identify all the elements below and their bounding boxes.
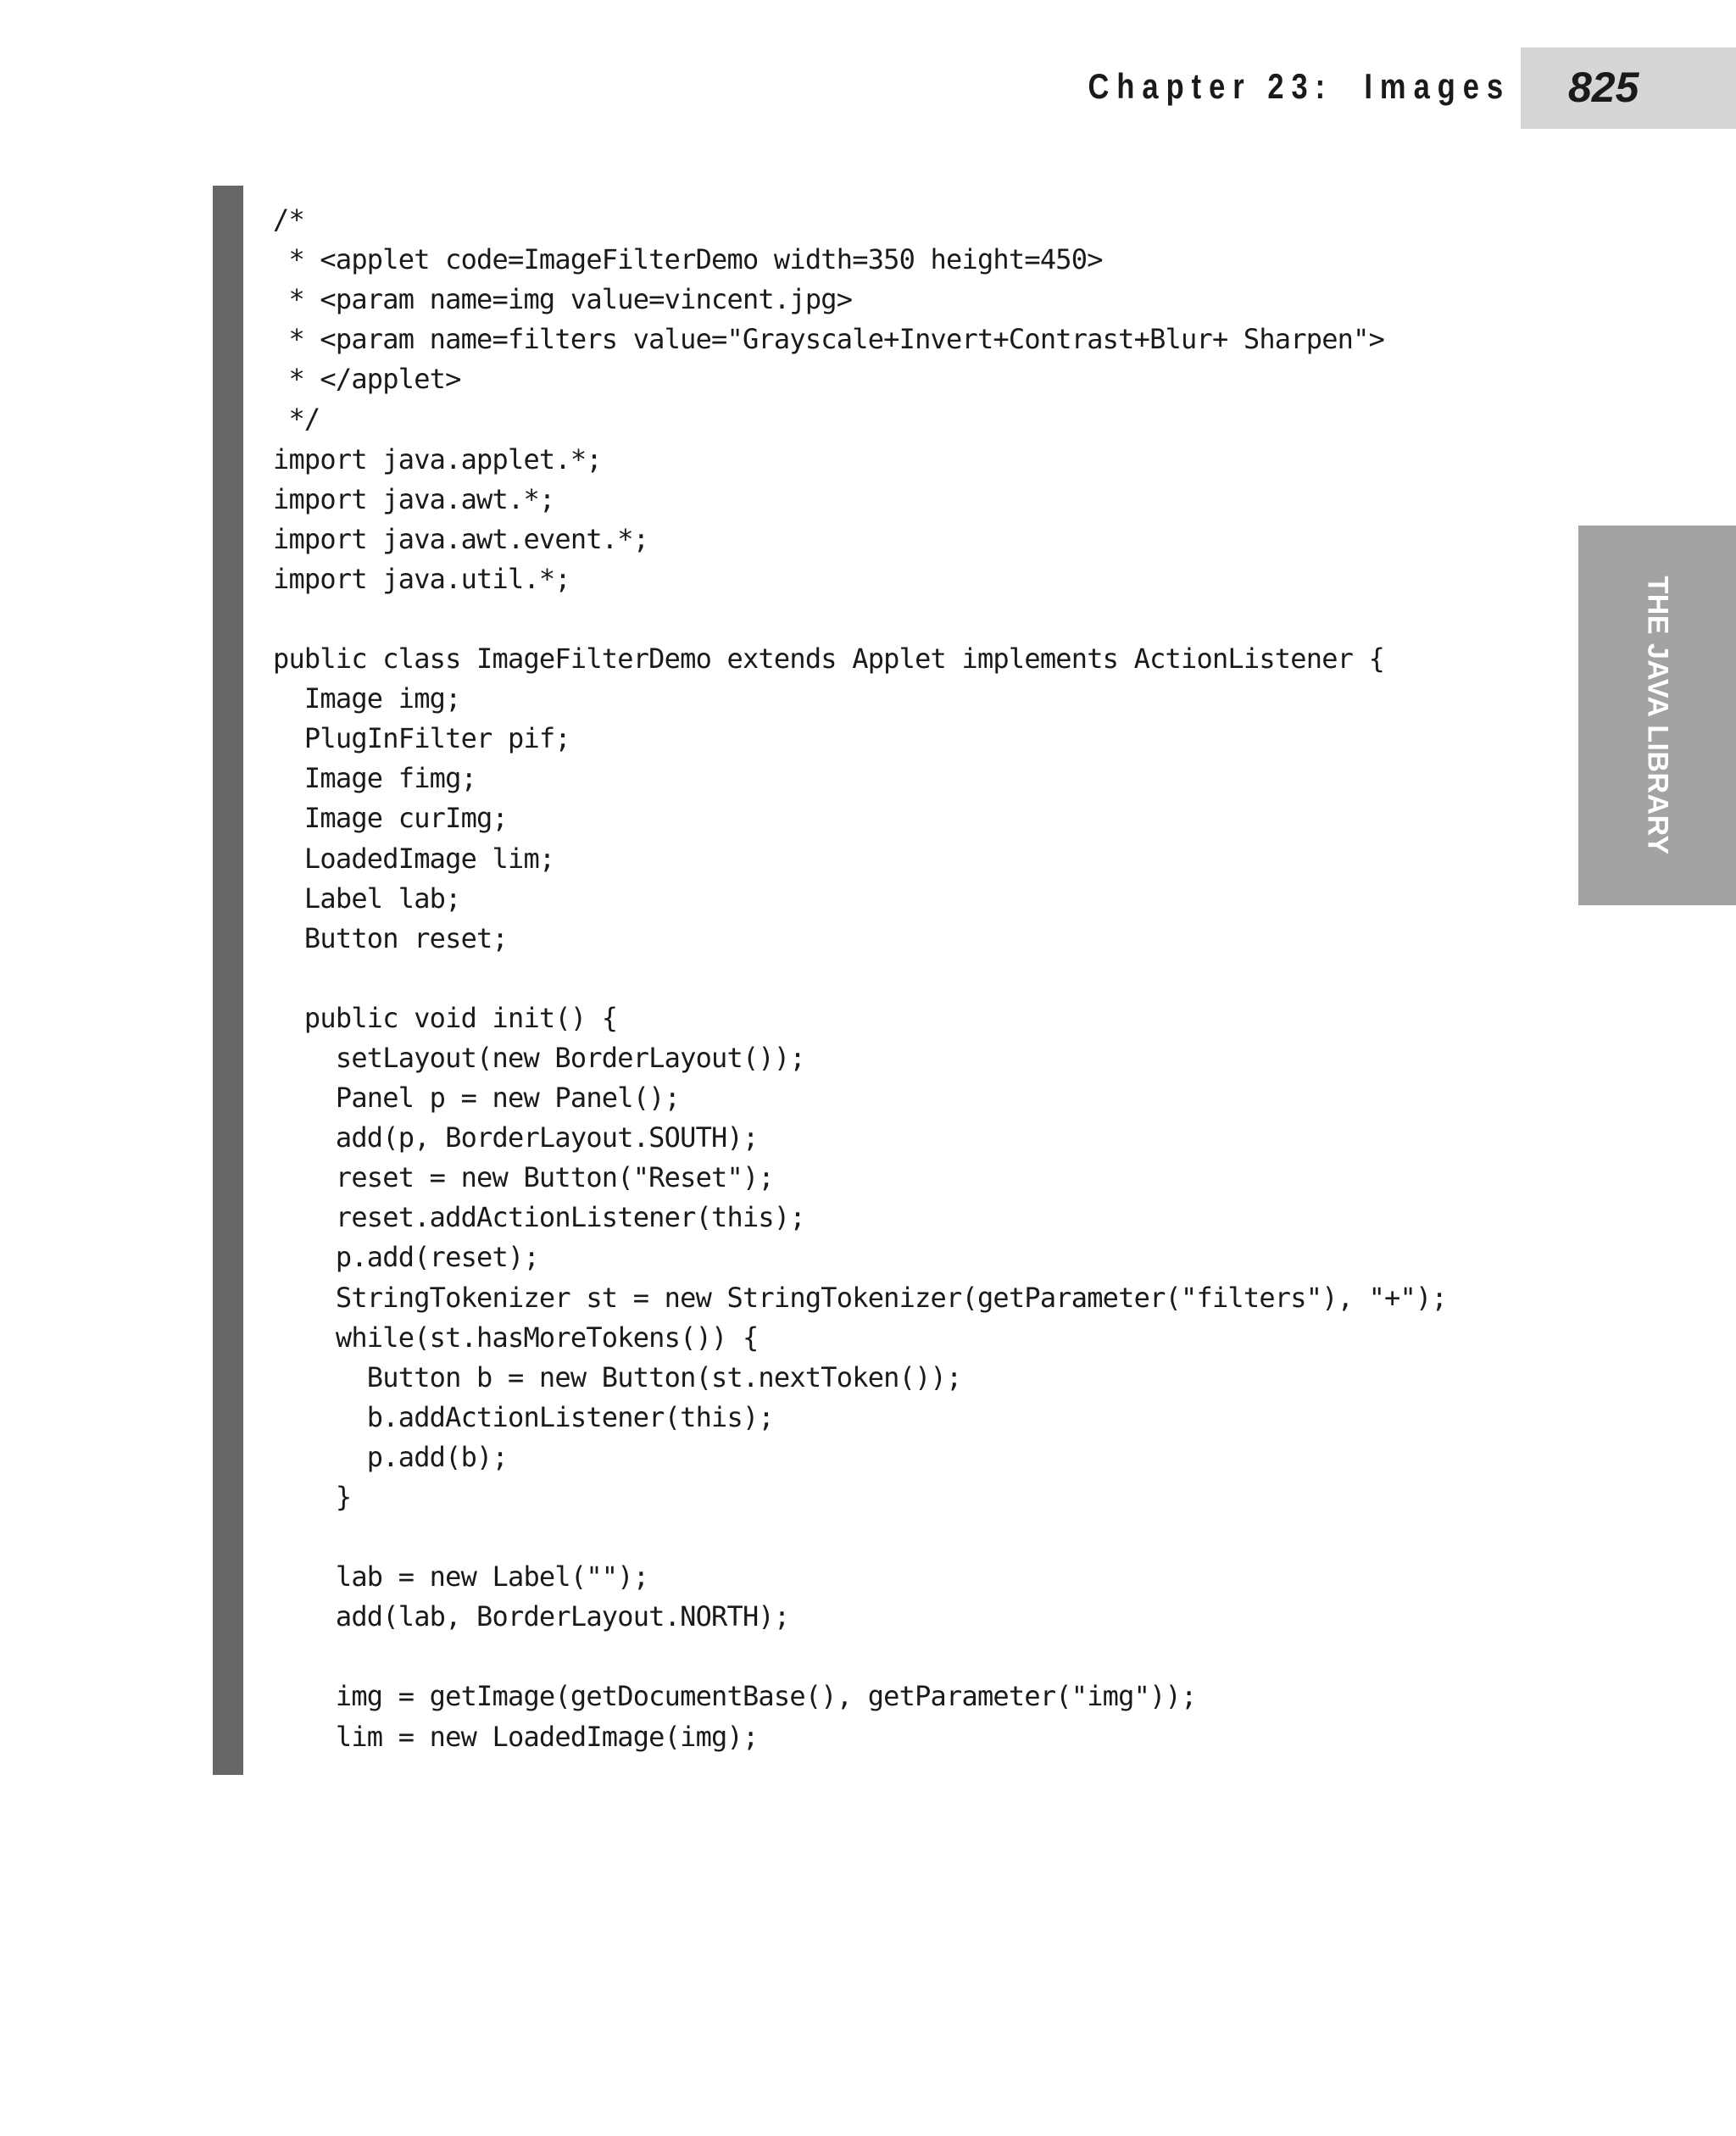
code-line: * <applet code=ImageFilterDemo width=350 height=450> <box>273 243 1103 276</box>
code-line: PlugInFilter pif; <box>273 722 570 755</box>
code-line: import java.awt.event.*; <box>273 522 649 555</box>
page-number-box <box>1521 47 1736 129</box>
section-tab-label: THE JAVA LIBRARY <box>1641 576 1674 855</box>
code-line: Image curImg; <box>273 802 508 835</box>
code-line: lim = new LoadedImage(img); <box>273 1720 759 1753</box>
code-listing-bar <box>213 186 243 1775</box>
code-listing <box>273 200 1447 1757</box>
code-line: /* <box>273 203 304 236</box>
code-line: b.addActionListener(this); <box>273 1400 774 1433</box>
code-line: Button reset; <box>273 921 508 954</box>
code-line: * <param name=filters value="Grayscale+Invert+Contrast+Blur+ Sharpen"> <box>273 323 1385 356</box>
code-line: Image img; <box>273 682 461 715</box>
code-line: * <param name=img value=vincent.jpg> <box>273 283 853 316</box>
code-line: reset = new Button("Reset"); <box>273 1161 774 1194</box>
running-head <box>0 47 1736 129</box>
code-line: img = getImage(getDocumentBase(), getParameter("img")); <box>273 1680 1197 1713</box>
code-line: public class ImageFilterDemo extends Applet implements ActionListener { <box>273 642 1385 676</box>
code-line: while(st.hasMoreTokens()) { <box>273 1321 759 1354</box>
code-line: } <box>273 1481 352 1513</box>
code-line: import java.util.*; <box>273 562 570 595</box>
code-line: LoadedImage lim; <box>273 842 555 875</box>
code-line: add(p, BorderLayout.SOUTH); <box>273 1121 759 1154</box>
chapter-title: Chapter 23: Images <box>1088 66 1511 106</box>
code-line: import java.awt.*; <box>273 482 555 515</box>
code-line <box>273 1637 1447 1677</box>
code-line: StringTokenizer st = new StringTokenizer(getParameter("filters"), "+"); <box>273 1281 1447 1314</box>
code-line: public void init() { <box>273 1001 618 1034</box>
code-line: Label lab; <box>273 882 461 915</box>
code-line: setLayout(new BorderLayout()); <box>273 1041 805 1074</box>
code-line <box>273 599 1447 639</box>
code-line: Button b = new Button(st.nextToken()); <box>273 1360 962 1393</box>
page-number: 825 <box>1568 64 1639 111</box>
code-line: lab = new Label(""); <box>273 1560 649 1594</box>
code-line: reset.addActionListener(this); <box>273 1201 805 1234</box>
code-line: add(lab, BorderLayout.NORTH); <box>273 1600 790 1633</box>
code-line <box>273 1517 1447 1557</box>
code-line: */ <box>273 403 320 436</box>
code-line: p.add(reset); <box>273 1241 539 1274</box>
code-line: Panel p = new Panel(); <box>273 1082 681 1115</box>
code-line: import java.applet.*; <box>273 442 602 476</box>
code-line: Image fimg; <box>273 762 477 795</box>
code-line: * </applet> <box>273 363 461 396</box>
code-line <box>273 959 1447 998</box>
section-tab <box>1578 526 1736 905</box>
code-line: p.add(b); <box>273 1440 508 1473</box>
